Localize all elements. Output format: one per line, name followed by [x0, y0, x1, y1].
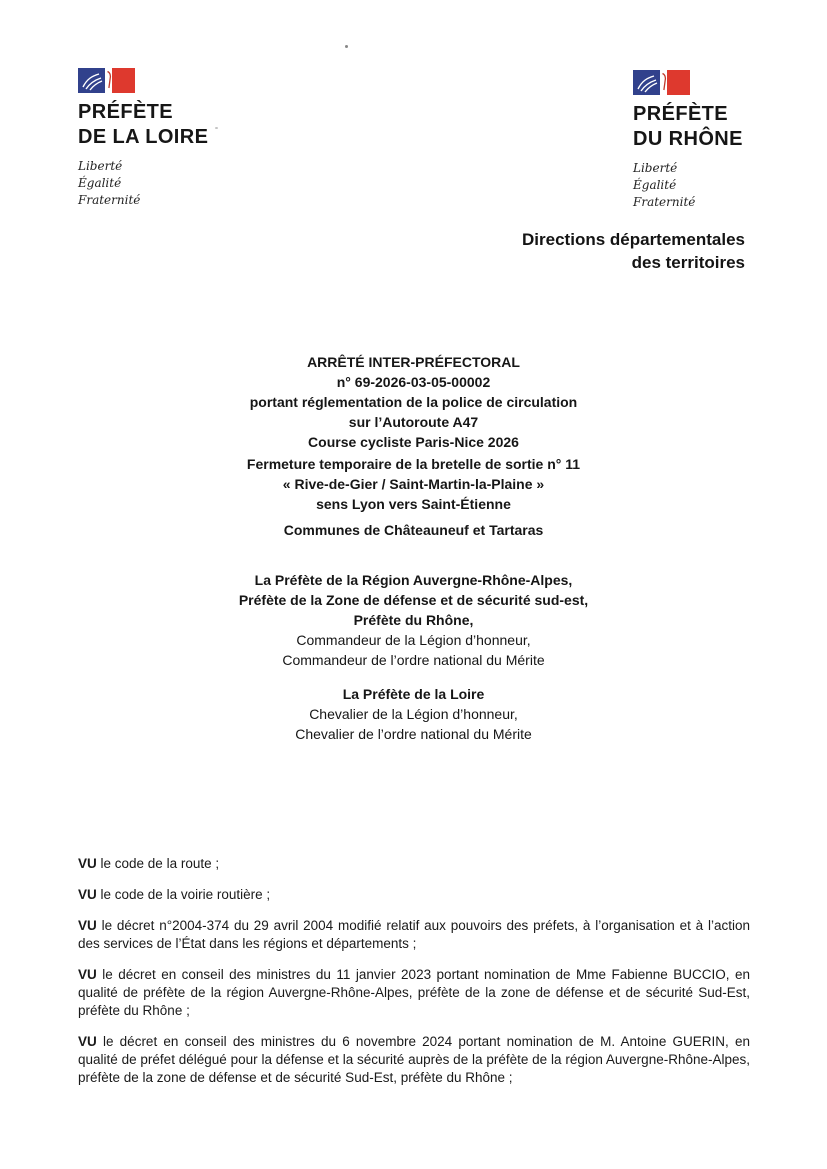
vu-prefix: VU	[78, 1034, 97, 1049]
motto-line: Liberté	[633, 161, 678, 175]
french-flag-marianne-icon	[78, 68, 135, 93]
communes-line: Communes de Châteauneuf et Tartaras	[283, 522, 544, 538]
authority-block-rhone	[0, 570, 827, 670]
subject-line: Fermeture temporaire de la bretelle de sortie n° 11	[246, 456, 581, 472]
vu-prefix: VU	[78, 887, 97, 902]
authority-line: Chevalier de la Légion d’honneur,	[309, 706, 518, 722]
service-name-line: Directions départementales	[522, 230, 745, 249]
vu-paragraph	[78, 855, 750, 873]
motto	[78, 158, 288, 209]
vu-prefix: VU	[78, 856, 97, 871]
authority-line: La Préfète de la Loire	[342, 686, 485, 702]
french-flag-marianne-icon	[633, 70, 690, 95]
arrete-number: n° 69-2026-03-05-00002	[336, 374, 491, 390]
motto-line: Égalité	[78, 176, 122, 190]
subject-line: « Rive-de-Gier / Saint-Martin-la-Plaine »	[282, 476, 545, 492]
logo-prefete-loire	[78, 68, 288, 209]
motto-line: Égalité	[633, 178, 677, 192]
subject-block	[0, 454, 827, 514]
authority-line: Commandeur de l’ordre national du Mérite	[282, 652, 545, 668]
arrete-title-block	[0, 352, 827, 452]
authority-line: Préfète du Rhône,	[353, 612, 474, 628]
vu-text: le code de la voirie routière ;	[96, 887, 271, 902]
vu-prefix: VU	[78, 918, 97, 933]
motto-line: Liberté	[78, 159, 123, 173]
logo-prefete-rhone	[633, 70, 827, 211]
arrete-title-line: portant réglementation de la police de circulation	[249, 394, 578, 410]
authority-line: La Préfète de la Région Auvergne-Rhône-Alpes,	[254, 572, 573, 588]
vu-text: le décret en conseil des ministres du 11 janvier 2023 portant nomination de Mme Fabienne BUCCIO, en qualité de préfète de la région Auvergne-Rhône-Alpes, préfète de la zone de défense et de sécurité Sud-Est, préfète du Rhône ;	[78, 967, 750, 1018]
arrete-title-line: sur l’Autoroute A47	[348, 414, 479, 430]
vu-paragraph	[78, 966, 750, 1020]
prefecture-name-line1: PRÉFÈTE	[78, 101, 174, 123]
authority-line: Commandeur de la Légion d’honneur,	[296, 632, 531, 648]
vu-text: le code de la route ;	[96, 856, 220, 871]
vu-text: le décret en conseil des ministres du 6 novembre 2024 portant nomination de M. Antoine GUERIN, en qualité de préfet délégué pour la défense et la sécurité auprès de la préfète de la région Auvergne-Rhône-Alpes, préfète de la zone de défense et de sécurité Sud-Est, préfète du Rhône ;	[78, 1034, 750, 1085]
service-name-line: des territoires	[631, 253, 745, 272]
motto	[633, 160, 827, 211]
arrete-title-line: ARRÊTÉ INTER-PRÉFECTORAL	[307, 354, 520, 370]
prefecture-name	[78, 100, 288, 150]
prefecture-name-line1: PRÉFÈTE	[633, 103, 729, 125]
authority-line: Chevalier de l’ordre national du Mérite	[295, 726, 532, 742]
vu-paragraph	[78, 917, 750, 953]
subject-line: sens Lyon vers Saint-Étienne	[316, 496, 511, 512]
prefecture-name	[633, 102, 827, 152]
vu-paragraph	[78, 886, 750, 904]
prefecture-name-line2: DU RHÔNE	[633, 128, 743, 150]
vu-prefix: VU	[78, 967, 97, 982]
service-name	[522, 228, 745, 274]
vu-text: le décret n°2004-374 du 29 avril 2004 modifié relatif aux pouvoirs des préfets, à l’organisation et à l’action des services de l’État dans les régions et départements ;	[78, 918, 750, 951]
authority-block-loire	[0, 684, 827, 744]
prefecture-name-line2: DE LA LOIRE	[78, 126, 209, 148]
vu-paragraph	[78, 1033, 750, 1087]
arrete-title-line: Course cycliste Paris-Nice 2026	[308, 434, 519, 450]
motto-line: Fraternité	[78, 193, 141, 207]
authority-line: Préfète de la Zone de défense et de sécurité sud-est,	[238, 592, 589, 608]
vu-section	[78, 855, 750, 1100]
scan-artifact	[345, 45, 348, 48]
motto-line: Fraternité	[633, 195, 696, 209]
